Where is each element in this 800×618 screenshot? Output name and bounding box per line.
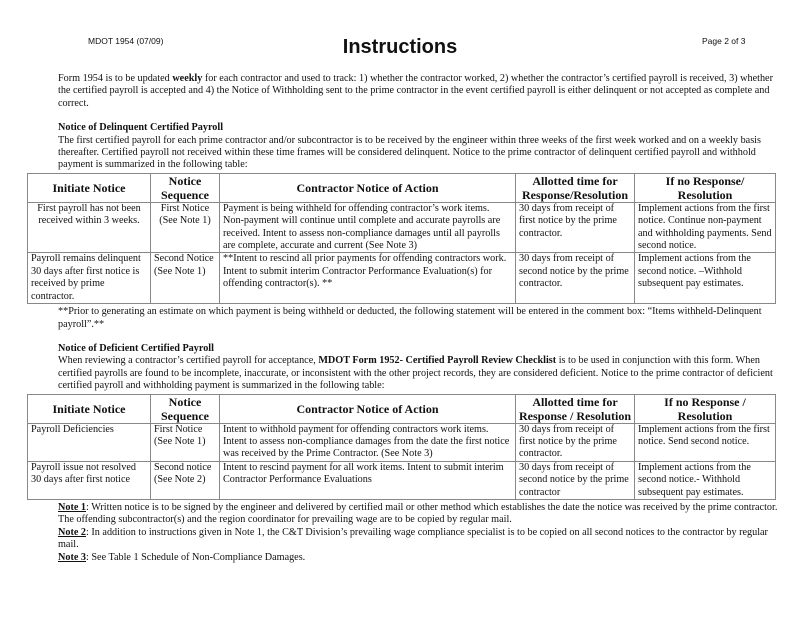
table1-footnote: **Prior to generating an estimate on which payment is being withheld or deducted, the following statement will be entered in the comment box: “Items withheld-Delinquent payroll”.**: [58, 306, 762, 330]
deficient-table: [27, 394, 776, 500]
cell: Intent to rescind payment for all work items. Intent to submit interim Contractor Performance Evaluations: [220, 461, 516, 499]
note-3: [58, 552, 778, 564]
cell: Implement actions from the first notice. Send second notice.: [635, 423, 776, 461]
note-label: Note 2: [58, 526, 87, 538]
intro-bold: weekly: [172, 73, 203, 84]
section2-bold: MDOT Form 1952- Certified Payroll Review Checklist: [318, 355, 557, 367]
col-header: If no Response/ Resolution: [635, 173, 776, 202]
table-header-row: [28, 394, 776, 423]
form-id: MDOT 1954 (07/09): [88, 36, 164, 46]
table-header-row: [28, 173, 776, 202]
page-title: Instructions: [342, 36, 458, 58]
cell: Payroll remains delinquent 30 days after first notice is received by prime contractor.: [28, 253, 151, 304]
cell: 30 days from receipt of second notice by the prime contractor: [516, 461, 635, 499]
cell: Implement actions from the second notice.- Withhold subsequent pay estimates.: [635, 461, 776, 499]
cell: **Intent to rescind all prior payments for offending contractors work. Intent to submit interim Contractor Performance Evaluation(s) for offending contractor(s). **: [220, 253, 516, 304]
table-row: [28, 461, 776, 499]
cell: First Notice (See Note 1): [151, 202, 220, 253]
cell: First Notice (See Note 1): [151, 423, 220, 461]
col-header: Notice Sequence: [151, 173, 220, 202]
cell: First payroll has not been received within 3 weeks.: [28, 202, 151, 253]
note-text: : Written notice is to be signed by the engineer and delivered by certified mail or other method which establishes the date the notice was received by the prime contractor. The offending subcontractor(s) and the region coordinator for prevailing wage are to be copied by regular mail.: [58, 501, 778, 526]
note-text: : See Table 1 Schedule of Non-Compliance Damages.: [86, 551, 306, 563]
cell: 30 days from receipt of first notice by the prime contractor.: [516, 202, 635, 253]
col-header: Contractor Notice of Action: [220, 394, 516, 423]
col-header: Allotted time for Response/Resolution: [516, 173, 635, 202]
cell: Second Notice (See Note 1): [151, 253, 220, 304]
cell: Payroll Deficiencies: [28, 423, 151, 461]
notes: [58, 502, 778, 564]
cell: Implement actions from the first notice. Continue non-payment and withholding payments. Send second notice.: [635, 202, 776, 253]
section2-text: When reviewing a contractor’s certified payroll for acceptance,: [58, 355, 319, 367]
cell: Payroll issue not resolved 30 days after first notice: [28, 461, 151, 499]
cell: Implement actions from the second notice. –Withhold subsequent pay estimates.: [635, 253, 776, 304]
intro-text-rest: for each contractor and used to track: 1) whether the contractor worked, 2) whether the contractor’s certified payroll is received, 3) whether the certified payroll is accepted and 4) the Notice of Withholding sent to the prime contractor in the event certified payroll is either delinquent or not accepted as complete and correct.: [58, 73, 773, 109]
col-header: Notice Sequence: [151, 394, 220, 423]
col-header: Contractor Notice of Action: [220, 173, 516, 202]
section2-heading: Notice of Deficient Certified Payroll: [58, 342, 214, 354]
section1-heading: Notice of Delinquent Certified Payroll: [58, 122, 224, 134]
col-header: Initiate Notice: [28, 173, 151, 202]
table-row: [28, 202, 776, 253]
note-text: : In addition to instructions given in Note 1, the C&T Division’s prevailing wage compliance specialist is to be copied on all second notices to the contractor by regular mail.: [58, 526, 768, 551]
table-row: [28, 423, 776, 461]
table-row: [28, 253, 776, 304]
note-2: [58, 527, 778, 552]
intro-paragraph: [58, 73, 778, 110]
cell: Second notice (See Note 2): [151, 461, 220, 499]
cell: 30 days from receipt of second notice by the prime contractor.: [516, 253, 635, 304]
note-label: Note 3: [58, 551, 87, 563]
cell: Payment is being withheld for offending contractor’s work items. Non-payment will continue until complete and accurate payrolls are received. Intent to assess non-compliance damages until all payrolls are complete, accurate and current (See Note 3): [220, 202, 516, 253]
page-number: Page 2 of 3: [702, 36, 746, 46]
intro-text: Form 1954 is to be updated: [58, 73, 173, 84]
delinquent-table: [27, 173, 776, 304]
note-label: Note 1: [58, 501, 87, 513]
col-header: Allotted time for Response / Resolution: [516, 394, 635, 423]
note-1: [58, 502, 778, 527]
cell: 30 days from receipt of first notice by the prime contractor.: [516, 423, 635, 461]
col-header: If no Response / Resolution: [635, 394, 776, 423]
section2-text-rest: is to be used in conjunction with this form. When certified payrolls are found to be incomplete, inaccurate, or inconsistent with the other project records, they are considered deficient. Notice to the prime contractor of deficient certified payroll and withholding payment is summarized in the following table:: [58, 355, 773, 392]
section2-body: [58, 355, 778, 392]
col-header: Initiate Notice: [28, 394, 151, 423]
cell: Intent to withhold payment for offending contractors work items. Intent to assess non-compliance damages from the date the first notice was received by the Prime Contractor. (See Note 3): [220, 423, 516, 461]
section1-body: The first certified payroll for each prime contractor and/or subcontractor is to be received by the engineer within three weeks of the first week worked and on a weekly basis thereafter. Certified payroll not received within these time frames will be considered delinquent. Notice to the prime contractor of delinquent certified payroll and withhold payment is summarized in the following table:: [58, 134, 761, 171]
